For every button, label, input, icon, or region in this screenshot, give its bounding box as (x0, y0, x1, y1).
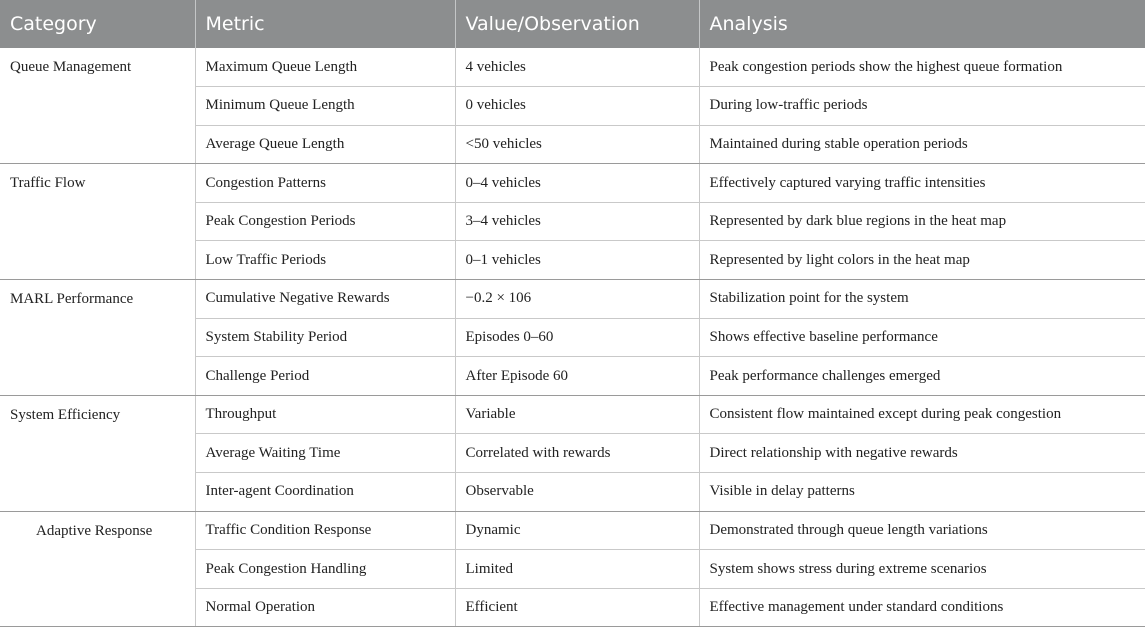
value-cell: Observable (455, 473, 699, 512)
analysis-cell: System shows stress during extreme scenarios (699, 550, 1145, 589)
analysis-cell: During low-traffic periods (699, 87, 1145, 126)
analysis-cell: Represented by light colors in the heat map (699, 241, 1145, 280)
table-row (0, 395, 1145, 434)
analysis-cell: Effectively captured varying traffic intensities (699, 164, 1145, 203)
analysis-cell: Consistent flow maintained except during peak congestion (699, 395, 1145, 434)
metric-cell: Average Queue Length (195, 125, 455, 164)
metric-cell: Inter-agent Coordination (195, 473, 455, 512)
metric-cell: Traffic Condition Response (195, 511, 455, 550)
value-cell: Variable (455, 395, 699, 434)
value-cell: Limited (455, 550, 699, 589)
analysis-cell: Represented by dark blue regions in the heat map (699, 202, 1145, 241)
header-metric: Metric (195, 0, 455, 48)
header-row (0, 0, 1145, 48)
metric-cell: System Stability Period (195, 318, 455, 357)
metric-cell: Minimum Queue Length (195, 87, 455, 126)
category-cell: Queue Management (0, 48, 195, 164)
category-cell: Traffic Flow (0, 164, 195, 280)
category-cell: MARL Performance (0, 280, 195, 396)
value-cell: Correlated with rewards (455, 434, 699, 473)
value-cell: Dynamic (455, 511, 699, 550)
value-cell: After Episode 60 (455, 357, 699, 396)
analysis-cell: Direct relationship with negative rewards (699, 434, 1145, 473)
analysis-cell: Demonstrated through queue length variations (699, 511, 1145, 550)
metric-cell: Peak Congestion Periods (195, 202, 455, 241)
header-analysis: Analysis (699, 0, 1145, 48)
value-cell: Efficient (455, 588, 699, 627)
value-cell: 3–4 vehicles (455, 202, 699, 241)
table-row (0, 280, 1145, 319)
metric-cell: Low Traffic Periods (195, 241, 455, 280)
table-row (0, 511, 1145, 550)
metric-cell: Average Waiting Time (195, 434, 455, 473)
analysis-cell: Peak performance challenges emerged (699, 357, 1145, 396)
analysis-cell: Shows effective baseline performance (699, 318, 1145, 357)
metric-cell: Normal Operation (195, 588, 455, 627)
header-category: Category (0, 0, 195, 48)
value-cell: 4 vehicles (455, 48, 699, 87)
metric-cell: Challenge Period (195, 357, 455, 396)
header-value: Value/Observation (455, 0, 699, 48)
value-cell: −0.2 × 106 (455, 280, 699, 319)
analysis-cell: Peak congestion periods show the highest queue formation (699, 48, 1145, 87)
value-cell: <50 vehicles (455, 125, 699, 164)
table-row (0, 164, 1145, 203)
category-cell: System Efficiency (0, 395, 195, 511)
category-cell: Adaptive Response (0, 511, 195, 627)
metric-cell: Cumulative Negative Rewards (195, 280, 455, 319)
value-cell: 0–1 vehicles (455, 241, 699, 280)
value-cell: 0–4 vehicles (455, 164, 699, 203)
table-row (0, 48, 1145, 87)
value-cell: 0 vehicles (455, 87, 699, 126)
analysis-cell: Effective management under standard conditions (699, 588, 1145, 627)
metric-cell: Peak Congestion Handling (195, 550, 455, 589)
analysis-cell: Stabilization point for the system (699, 280, 1145, 319)
value-cell: Episodes 0–60 (455, 318, 699, 357)
metric-cell: Throughput (195, 395, 455, 434)
metric-cell: Maximum Queue Length (195, 48, 455, 87)
analysis-cell: Maintained during stable operation periods (699, 125, 1145, 164)
analysis-cell: Visible in delay patterns (699, 473, 1145, 512)
metric-cell: Congestion Patterns (195, 164, 455, 203)
